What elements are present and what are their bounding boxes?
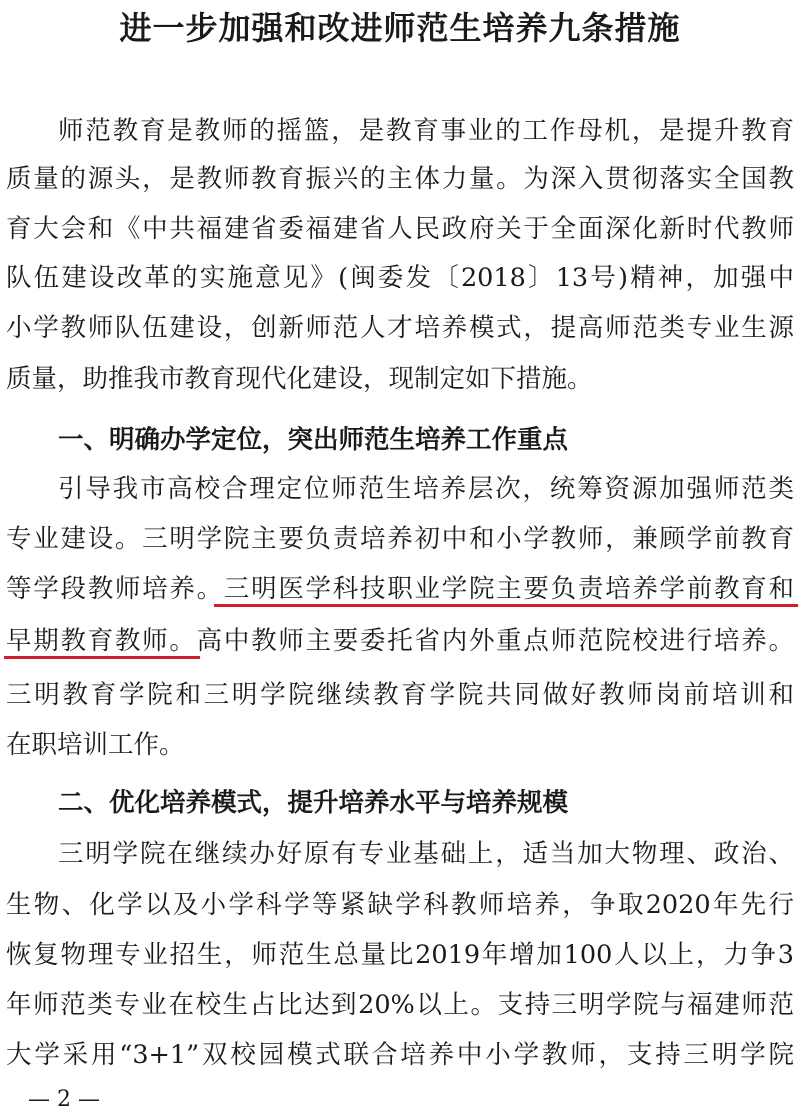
paragraph-line: 质量，助推我市教育现代化建设，现制定如下措施。 bbox=[6, 364, 593, 394]
section-heading-2: 二、优化培养模式，提升培养水平与培养规模 bbox=[58, 788, 569, 818]
paragraph-line: 生物、化学以及小学科学等紧缺学科教师培养，争取2020年先行 bbox=[6, 890, 794, 920]
paragraph-line: 大学采用“3+1”双校园模式联合培养中小学教师，支持三明学院 bbox=[6, 1040, 794, 1070]
paragraph-line: 在职培训工作。 bbox=[6, 730, 185, 760]
paragraph-line: 师范教育是教师的摇篮，是教育事业的工作母机，是提升教育 bbox=[58, 116, 794, 146]
paragraph-line: 等学段教师培养。三明医学科技职业学院主要负责培养学前教育和 bbox=[6, 574, 794, 604]
paragraph-line: 恢复物理专业招生，师范生总量比2019年增加100人以上，力争3 bbox=[6, 940, 794, 970]
paragraph-line: 引导我市高校合理定位师范生培养层次，统筹资源加强师范类 bbox=[58, 474, 794, 504]
document-title: 进一步加强和改进师范生培养九条措施 bbox=[119, 9, 681, 47]
paragraph-line: 三明学院在继续办好原有专业基础上，适当加大物理、政治、 bbox=[58, 839, 794, 869]
paragraph-line: 队伍建设改革的实施意见》(闽委发〔2018〕13号)精神，加强中 bbox=[6, 263, 794, 293]
paragraph-line: 小学教师队伍建设，创新师范人才培养模式，提高师范类专业生源 bbox=[6, 313, 794, 343]
paragraph-line: 三明教育学院和三明学院继续教育学院共同做好教师岗前培训和 bbox=[6, 680, 794, 710]
page-number: — 2 — bbox=[28, 1087, 100, 1112]
paragraph-line: 早期教育教师。高中教师主要委托省内外重点师范院校进行培养。 bbox=[6, 626, 794, 656]
paragraph-line: 专业建设。三明学院主要负责培养初中和小学教师，兼顾学前教育 bbox=[6, 524, 794, 554]
paragraph-line: 年师范类专业在校生占比达到20%以上。支持三明学院与福建师范 bbox=[6, 990, 794, 1020]
red-underline-mark bbox=[214, 604, 798, 607]
section-heading-1: 一、明确办学定位，突出师范生培养工作重点 bbox=[58, 425, 569, 455]
paragraph-line: 质量的源头，是教师教育振兴的主体力量。为深入贯彻落实全国教 bbox=[6, 164, 794, 194]
paragraph-line: 育大会和《中共福建省委福建省人民政府关于全面深化新时代教师 bbox=[6, 214, 794, 244]
red-underline-mark bbox=[4, 656, 200, 659]
